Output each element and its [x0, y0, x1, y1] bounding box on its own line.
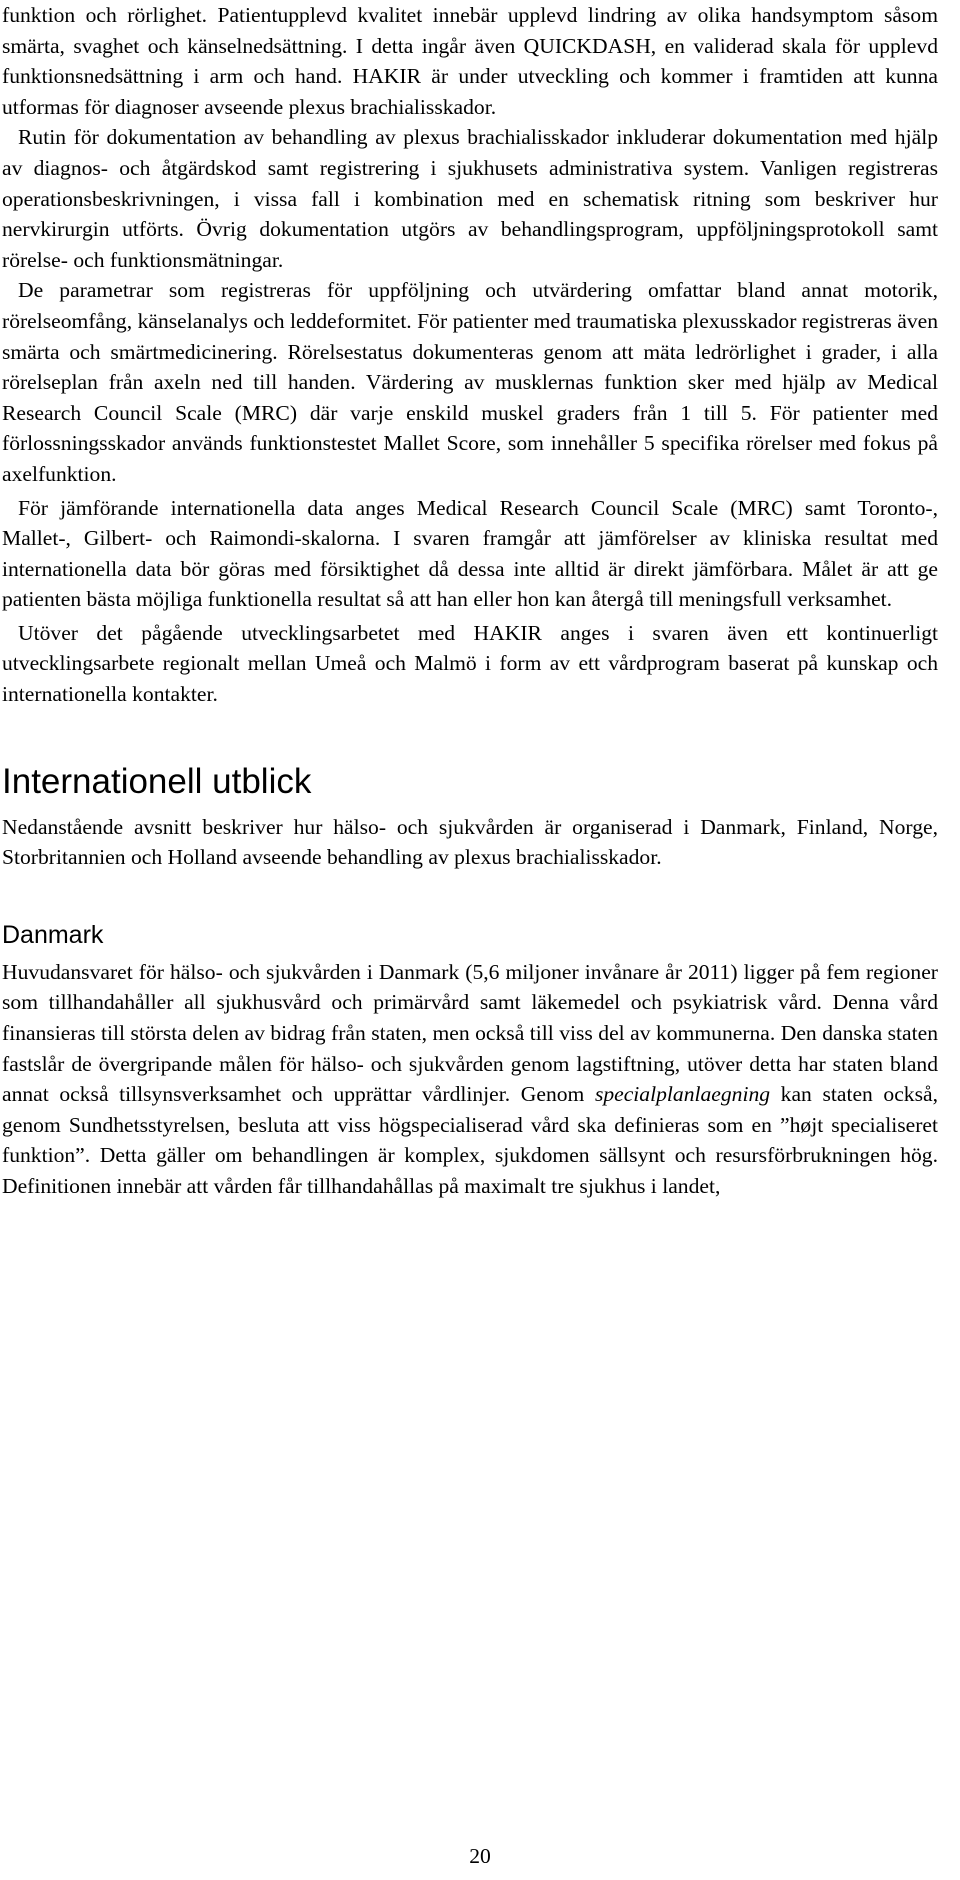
heading-internationell-utblick: Internationell utblick: [2, 761, 312, 801]
paragraph-documentation-routine: Rutin för dokumentation av behandling av plexus brachialisskador inkluderar dokumentation med hjälp av diagnos- och åtgärdskod samt registrering i sjukhusets administrativa system. Vanligen registreras operationsbeskrivningen, i vissa fall i kombination med en schematisk ritning som beskriver hur nervkirurgin utförts. Övrig dokumentation utgörs av behandlingsprogram, uppföljningsprotokoll samt rörelse- och funktionsmätningar.: [2, 125, 938, 272]
paragraph-parameters: De parametrar som registreras för uppföljning och utvärdering omfattar bland annat motorik, rörelseomfång, känselanalys och leddeformitet. För patienter med traumatiska plexusskador registreras även smärta och smärtmedicinering. Rörelsestatus dokumenteras genom att mäta ledrörlighet i grader, i alla rörelseplan från axeln ned till handen. Värdering av musklernas funktion sker med hjälp av Medical Research Council Scale (MRC) där varje enskild muskel graders från 1 till 5. För patienter med förlossningsskador används funktionstestet Mallet Score, som innehåller 5 specifika rörelser med fokus på axelfunktion.: [2, 278, 938, 486]
heading-danmark: Danmark: [2, 920, 104, 949]
paragraph-denmark-part1: Huvudansvaret för hälso- och sjukvården i Danmark (5,6 miljoner invånare år 2011) ligger på fem regioner som tillhandahåller all sjukhusvård och primärvård samt läkemedel och psykiatrisk vård. Denna vård finansieras till största delen av bidrag från staten, men också till viss del av kommunerna. Den danska staten fastslår de övergripande målen för hälso- och sjukvården genom lagstiftning, utöver detta har staten bland annat också tillsynsverksamhet och upprättar vårdlinjer. Genom: [2, 959, 938, 1107]
paragraph-denmark-part2: kan staten också, genom Sundhetsstyrelsen, besluta att viss högspecialiserad vård ska definieras som en ”højt specialiseret funktion”. Detta gäller om behandlingen är komplex, sjukdomen sällsynt och resursförbrukningen hög. Definitionen innebär att vården får tillhandahållas på maximalt tre sjukhus i landet,: [2, 1082, 938, 1198]
paragraph-denmark: [2, 957, 938, 1202]
term-specialplanlaegning: specialplanlaegning: [594, 1082, 771, 1107]
paragraph-quality-registry: funktion och rörlighet. Patientupplevd kvalitet innebär upplevd lindring av olika handsymptom såsom smärta, svaghet och känselnedsättning. I detta ingår även QUICKDASH, en validerad skala för upplevd funktionsnedsättning i arm och hand. HAKIR är under utveckling och kommer i framtiden att kunna utformas för diagnoser avseende plexus brachialisskador.: [2, 3, 938, 119]
paragraph-development-work: Utöver det pågående utvecklingsarbetet med HAKIR anges i svaren även ett kontinuerligt utvecklingsarbete regionalt mellan Umeå och Malmö i form av ett vårdprogram baserat på kunskap och internationella kontakter.: [2, 620, 938, 707]
document-body: [2, 0, 938, 1202]
page-number: 20: [469, 1844, 491, 1868]
paragraph-international-data: För jämförande internationella data anges Medical Research Council Scale (MRC) samt Toronto-, Mallet-, Gilbert- och Raimondi-skalorna. I svaren framgår att jämförelser av kliniska resultat med internationella data bör göras med försiktighet då dessa inte alltid är direkt jämförbara. Målet är att ge patienten bästa möjliga funktionella resultat så att han eller hon kan återgå till meningsfull verksamhet.: [2, 495, 938, 612]
paragraph-international-intro: Nedanstående avsnitt beskriver hur hälso- och sjukvården är organiserad i Danmark, Finland, Norge, Storbritannien och Holland avseende behandling av plexus brachialisskador.: [2, 814, 938, 870]
